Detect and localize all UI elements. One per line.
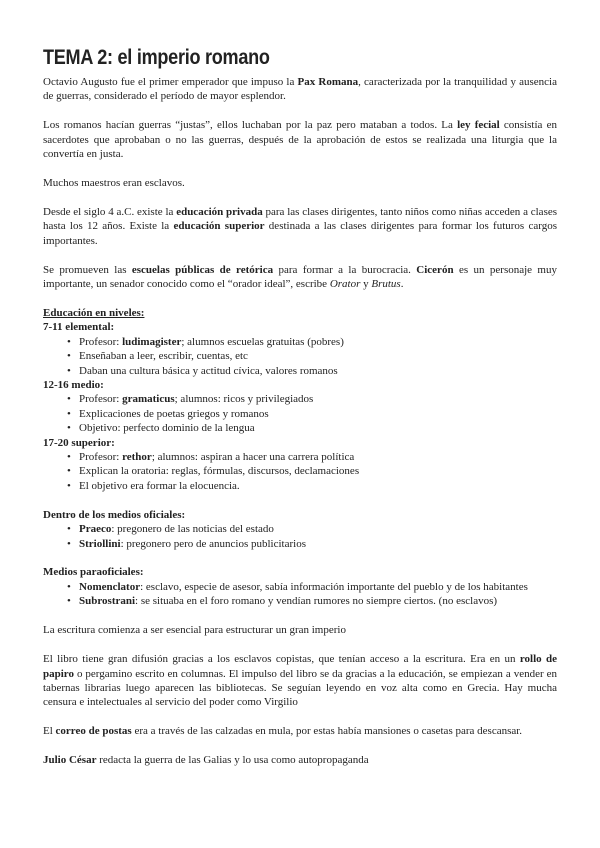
list-elemental bbox=[43, 335, 557, 378]
section-heading-niveles bbox=[43, 306, 557, 320]
text: El libro tiene gran difusión gracias a los esclavos copistas, que tenían acceso a la escritura. Era en un bbox=[43, 653, 520, 666]
text: Los romanos hacían guerras “justas”, ellos luchaban por la paz pero mataban a todos. La bbox=[43, 119, 458, 132]
section-heading-paraoficiales bbox=[43, 565, 557, 579]
text: era a través de las calzadas en mula, por estas había mansiones o casetas para descansar. bbox=[131, 725, 523, 738]
bold-term: Pax Romana bbox=[297, 76, 359, 88]
list-item: • Profesor: ludimagister; alumnos escuelas gratuitas (pobres) bbox=[67, 335, 557, 349]
page-title: TEMA 2: el imperio romano bbox=[43, 46, 270, 69]
text: para formar a la burocracia. bbox=[273, 263, 417, 276]
list-item: • Profesor: rethor; alumnos: aspiran a hacer una carrera política bbox=[67, 450, 557, 464]
bold-term: ley fecial bbox=[457, 119, 500, 132]
bold-term: correo de postas bbox=[55, 725, 132, 738]
level-label: 12-16 medio: bbox=[43, 379, 104, 391]
text: redacta la guerra de las Galias y lo usa como autopropaganda bbox=[96, 754, 369, 767]
text: El bbox=[43, 725, 56, 738]
list-item: • Nomenclator: esclavo, especie de asesor, sabía información importante del pueblo y de los habitantes bbox=[67, 580, 557, 594]
italic-title: Brutus bbox=[371, 278, 401, 291]
bold-term: educación superior bbox=[173, 220, 265, 233]
text: y bbox=[360, 278, 372, 291]
bold-term: Julio César bbox=[43, 754, 97, 767]
level-label: 17-20 superior: bbox=[43, 436, 115, 449]
paragraph-libro bbox=[43, 652, 557, 710]
section-heading-oficiales bbox=[43, 508, 557, 522]
list-item: • Daban una cultura básica y actitud cívica, valores romanos bbox=[67, 364, 557, 378]
list-item: • Striollini: pregonero pero de anuncios publicitarios bbox=[67, 537, 557, 551]
list-item: • Explican la oratoria: reglas, fórmulas, discursos, declamaciones bbox=[67, 464, 557, 478]
list-medio bbox=[43, 392, 557, 435]
document-page bbox=[43, 46, 557, 768]
text: es un personaje muy importante, un senador conocido como el “orador ideal”, escribe bbox=[43, 263, 557, 291]
paragraph-educacion bbox=[43, 205, 557, 248]
text: consistía en sacerdotes que aprobaban o no las guerras, después de la aprobación de estos se realizada una liturgia que la convertía en justa. bbox=[43, 119, 557, 161]
level-label: 7-11 elemental: bbox=[43, 321, 115, 334]
text: Se promueven las bbox=[43, 263, 132, 276]
level-label-elemental bbox=[43, 320, 557, 334]
italic-title: Orator bbox=[329, 278, 361, 291]
text: destinada a las clases dirigentes para formar los futuros cargos importantes. bbox=[43, 220, 557, 247]
level-label-medio bbox=[43, 378, 557, 392]
heading-text: Dentro de los medios oficiales: bbox=[43, 508, 186, 521]
text: Octavio Augusto fue el primer emperador que impuso la bbox=[43, 76, 298, 88]
heading-text: Medios paraoficiales: bbox=[43, 566, 144, 579]
paragraph-ley-fecial bbox=[43, 118, 557, 161]
list-item: • Objetivo: perfecto dominio de la lengua bbox=[67, 421, 557, 435]
text: Desde el siglo 4 a.C. existe la bbox=[43, 205, 177, 218]
list-superior bbox=[43, 450, 557, 493]
text: para las clases dirigentes, tanto niños como niñas acceden a clases hasta los 12 años. Existe la bbox=[43, 205, 558, 233]
list-item: • Praeco: pregonero de las noticias del estado bbox=[67, 522, 557, 536]
bold-term: rollo de papiro bbox=[43, 653, 557, 680]
list-item: • Profesor: gramaticus; alumnos: ricos y privilegiados bbox=[67, 392, 557, 406]
level-label-superior bbox=[43, 436, 557, 450]
list-item: • Enseñaban a leer, escribir, cuentas, etc bbox=[67, 349, 557, 363]
heading-text: Educación en niveles: bbox=[43, 306, 145, 319]
paragraph-julio-cesar bbox=[43, 753, 557, 767]
list-oficiales bbox=[43, 522, 557, 551]
paragraph-correo bbox=[43, 724, 557, 738]
paragraph-maestros: Muchos maestros eran esclavos. bbox=[43, 177, 185, 190]
list-item: • El objetivo era formar la elocuencia. bbox=[67, 479, 557, 493]
list-item: • Explicaciones de poetas griegos y romanos bbox=[67, 407, 557, 421]
bold-term: escuelas públicas de retórica bbox=[131, 263, 274, 276]
text: , caracterizada por la tranquilidad y ausencia de guerras, considerado el período de mayor esplendor. bbox=[43, 76, 557, 103]
list-item: • Subrostrani: se situaba en el foro romano y vendían rumores no siempre ciertos. (no esclavos) bbox=[67, 594, 557, 608]
paragraph-pax-romana bbox=[43, 75, 557, 104]
text: . bbox=[400, 278, 404, 291]
list-paraoficiales bbox=[43, 580, 557, 609]
bold-term: Cicerón bbox=[416, 263, 454, 276]
paragraph-escritura: La escritura comienza a ser esencial para estructurar un gran imperio bbox=[43, 624, 346, 637]
bold-term: educación privada bbox=[176, 205, 263, 218]
paragraph-retorica bbox=[43, 263, 557, 292]
text: o pergamino escrito en columnas. El impulso del libro se da gracias a la educación, se empiezan a vender en tabernas librarias luego aparecen las bibliotecas. Se seguían leyendo en voz alta como en Grecia. Hay mucha censura e intelectuales al servicio del poder como Virgilio bbox=[43, 667, 557, 709]
